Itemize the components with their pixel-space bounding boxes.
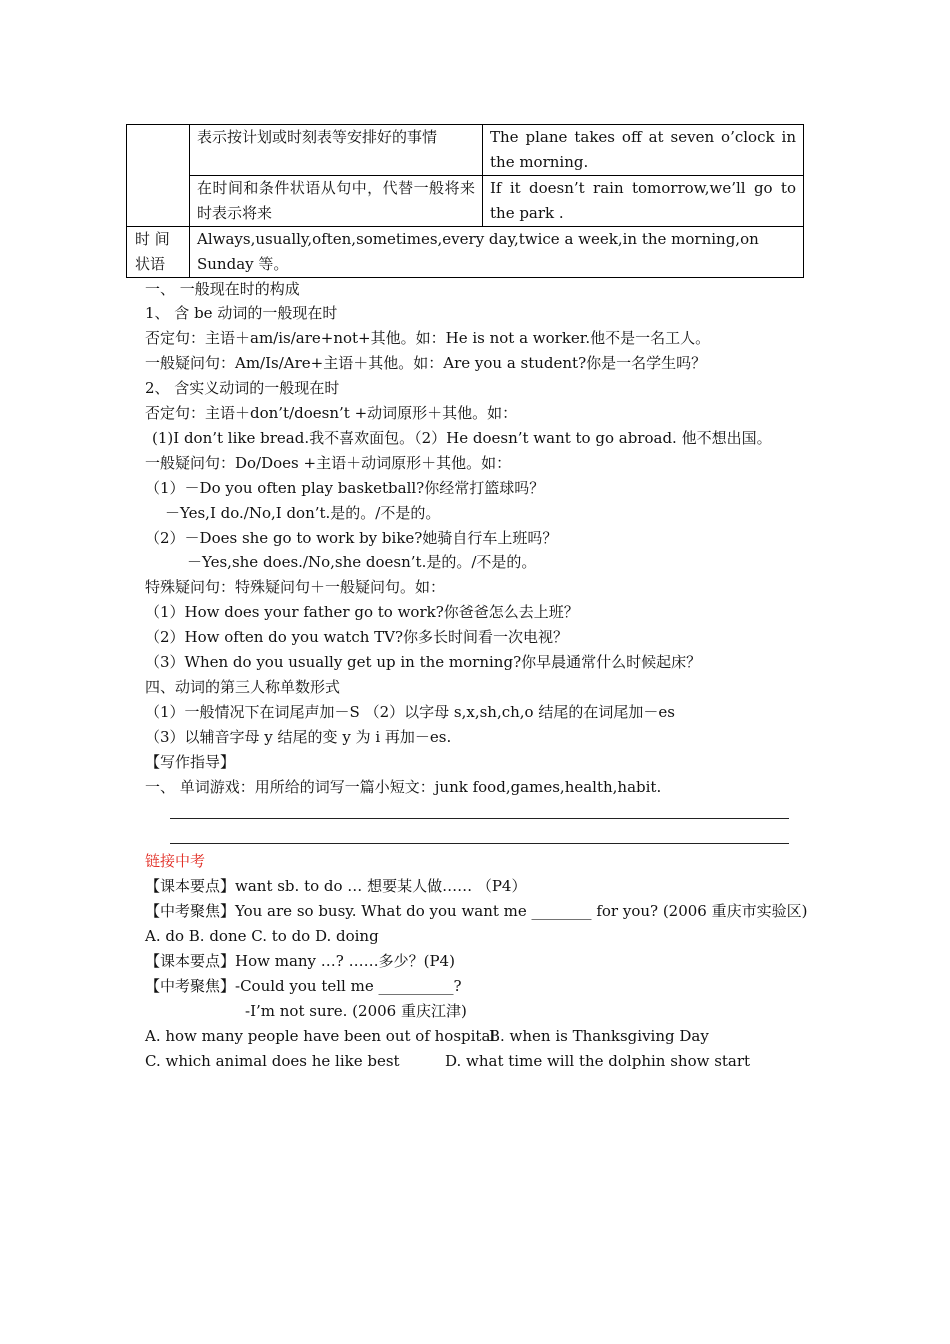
table-row	[127, 125, 804, 176]
text-line: （1）一般情况下在词尾声加－S （2）以字母 s,x,sh,ch,o 结尾的在词尾加－es	[145, 703, 675, 721]
subsection-heading: 1、 含 be 动词的一般现在时	[145, 304, 338, 322]
example-line: （1）How does your father go to work?你爸爸怎么去上班？	[145, 603, 579, 621]
question-line: -I’m not sure. (2006 重庆江津)	[245, 1002, 467, 1020]
text-line: 一般疑问句：Do/Does +主语＋动词原形＋其他。如：	[145, 454, 512, 472]
question-line: 【中考聚焦】You are so busy. What do you want me ________ for you? (2006 重庆市实验区)	[145, 902, 808, 920]
answer-line	[170, 818, 789, 819]
text-line: （3）以辅音字母 y 结尾的变 y 为 i 再加－es.	[145, 728, 452, 746]
subsection-heading: 2、 含实义动词的一般现在时	[145, 379, 340, 397]
example-line: （2）How often do you watch TV?你多长时间看一次电视？	[145, 628, 569, 646]
table-row	[127, 176, 804, 227]
table-empty-cell	[127, 125, 190, 227]
adverbial-cell: Always,usually,often,sometimes,every day,twice a week,in the morning,on Sunday 等。	[190, 227, 804, 278]
example-line: (1)I don’t like bread.我不喜欢面包。（2）He doesn’t want to go abroad. 他不想出国。	[152, 429, 772, 447]
question-line: 【中考聚焦】-Could you tell me __________?	[145, 977, 462, 995]
option-b: B. when is Thanksgiving Day	[489, 1027, 709, 1045]
example-line: （2）－Does she go to work by bike?她骑自行车上班吗？	[145, 529, 558, 547]
text-line: 【课本要点】How many …? ……多少？(P4)	[145, 952, 455, 970]
usage-cell: 表示按计划或时刻表等安排好的事情	[190, 125, 483, 176]
red-heading: 链接中考	[145, 852, 206, 870]
section-heading: 一、 一般现在时的构成	[145, 280, 300, 298]
text-line: 特殊疑问句：特殊疑问句＋一般疑问句。如：	[145, 578, 446, 596]
example-line: （1）－Do you often play basketball?你经常打篮球吗？	[145, 479, 545, 497]
option-a: A. how many people have been out of hospital	[145, 1027, 496, 1045]
adverbial-label-cell	[127, 227, 190, 278]
text-line: 【课本要点】want sb. to do … 想要某人做…… （P4）	[145, 877, 527, 895]
example-line: －Yes,she does./No,she doesn’t.是的。/不是的。	[187, 553, 537, 571]
example-line: （3）When do you usually get up in the morning?你早晨通常什么时候起床？	[145, 653, 702, 671]
answer-line	[170, 843, 789, 844]
option-c: C. which animal does he like best	[145, 1052, 400, 1070]
usage-table	[126, 124, 804, 278]
adverbial-label: 状语	[135, 255, 166, 273]
text-line: 一般疑问句：Am/Is/Are+主语＋其他。如：Are you a student?你是一名学生吗？	[145, 354, 707, 372]
example-cell: The plane takes off at seven o’clock in the morning.	[483, 125, 804, 176]
example-cell: If it doesn’t rain tomorrow,we’ll go to the park .	[483, 176, 804, 227]
usage-cell: 在时间和条件状语从句中，代替一般将来时表示将来	[190, 176, 483, 227]
section-heading: 【写作指导】	[145, 753, 236, 771]
table-row	[127, 227, 804, 278]
option-d: D. what time will the dolphin show start	[445, 1052, 751, 1070]
adverbial-label: 时 间	[135, 230, 170, 248]
text-line: 否定句：主语＋am/is/are+not+其他。如：He is not a worker.他不是一名工人。	[145, 329, 711, 347]
example-line: －Yes,I do./No,I don’t.是的。/不是的。	[165, 504, 441, 522]
options-line: A. do B. done C. to do D. doing	[145, 927, 379, 945]
text-line: 否定句：主语＋don’t/doesn’t +动词原形＋其他。如：	[145, 404, 518, 422]
text-line: 一、 单词游戏：用所给的词写一篇小短文：junk food,games,health,habit.	[145, 778, 662, 796]
section-heading: 四、动词的第三人称单数形式	[145, 678, 341, 696]
